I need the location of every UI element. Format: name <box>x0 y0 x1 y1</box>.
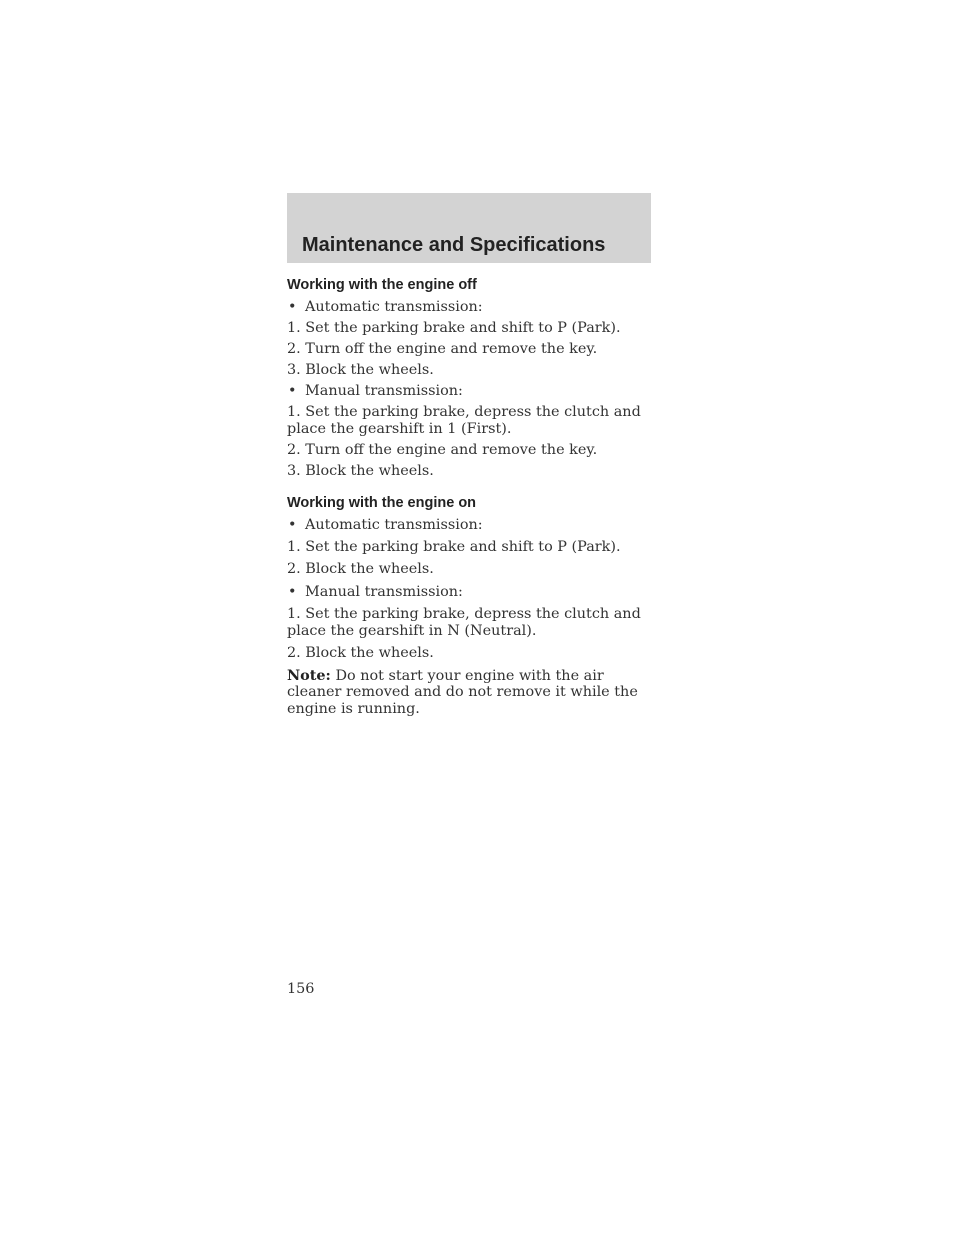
note-text: Do not start your engine with the air cleaner removed and do not remove it while the engine is running. <box>287 667 638 717</box>
page-title: Maintenance and Specifications <box>302 234 606 256</box>
list-item: 1. Set the parking brake and shift to P (Park). <box>287 539 621 556</box>
list-item: 2. Block the wheels. <box>287 561 434 578</box>
section-heading: Working with the engine off <box>287 277 477 293</box>
list-item-text: Automatic transmission: <box>305 516 483 533</box>
bullet-icon: • <box>288 583 297 600</box>
note-paragraph <box>287 668 651 718</box>
list-item: 3. Block the wheels. <box>287 463 434 480</box>
list-item: 2. Turn off the engine and remove the key. <box>287 341 598 358</box>
list-item-text: Automatic transmission: <box>305 299 483 315</box>
section-header-band <box>287 193 651 263</box>
list-item-text: Manual transmission: <box>305 583 463 600</box>
list-item: 1. Set the parking brake and shift to P (Park). <box>287 320 621 337</box>
list-item: 3. Block the wheels. <box>287 362 434 379</box>
page-content <box>287 276 651 717</box>
list-item: 2. Block the wheels. <box>287 645 434 662</box>
list-item <box>287 584 651 601</box>
bullet-icon: • <box>288 299 297 315</box>
bullet-icon: • <box>288 383 297 400</box>
list-item <box>287 517 651 534</box>
note-label: Note: <box>287 666 331 684</box>
section-engine-on <box>287 494 651 717</box>
section-heading: Working with the engine on <box>287 494 477 511</box>
list-item: 1. Set the parking brake, depress the clutch and place the gearshift in 1 (First). <box>287 404 641 437</box>
list-item <box>287 383 651 400</box>
list-item <box>287 299 651 316</box>
section-engine-off <box>287 276 651 480</box>
list-item: 2. Turn off the engine and remove the key. <box>287 442 598 459</box>
list-item: 1. Set the parking brake, depress the clutch and place the gearshift in N (Neutral). <box>287 606 641 639</box>
bullet-icon: • <box>288 516 297 533</box>
list-item-text: Manual transmission: <box>305 383 463 400</box>
page-number: 156 <box>287 981 315 997</box>
